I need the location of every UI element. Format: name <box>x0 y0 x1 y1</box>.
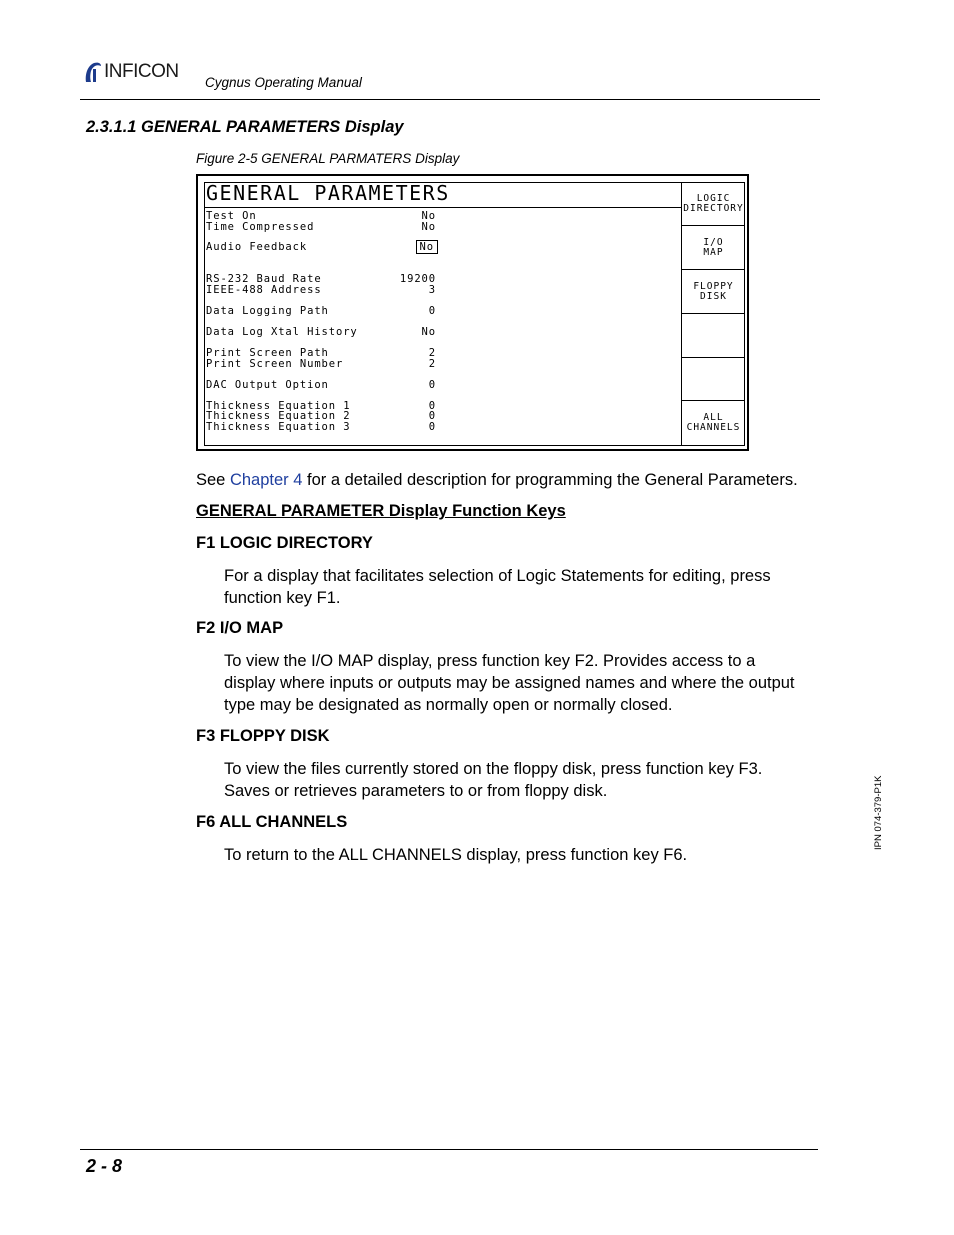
f2-heading: F2 I/O MAP <box>196 619 284 637</box>
parameter-value: No <box>421 210 436 222</box>
parameter-label: Thickness Equation 3 <box>206 421 351 433</box>
parameter-value: 0 <box>428 379 436 391</box>
parameter-label: Thickness Equation 2 <box>206 410 351 422</box>
parameter-label: DAC Output Option <box>206 379 329 391</box>
parameter-label: Time Compressed <box>206 221 315 233</box>
text-line: type may be designated as normally open or normally closed. <box>224 696 673 714</box>
footer-rule <box>80 1149 818 1150</box>
f3-heading: F3 FLOPPY DISK <box>196 727 330 745</box>
text-line: To return to the ALL CHANNELS display, press function key F6. <box>224 846 688 864</box>
page-number: 2 - 8 <box>86 1156 123 1176</box>
audio-feedback-field[interactable]: No <box>416 240 438 254</box>
parameter-label: IEEE-488 Address <box>206 284 322 296</box>
parameter-label: Print Screen Number <box>206 358 344 370</box>
fkey-label: CHANNELS <box>686 422 741 433</box>
intro-text: See <box>196 471 230 489</box>
screen-title-divider <box>204 207 681 208</box>
chapter-4-link[interactable]: Chapter 4 <box>229 471 303 489</box>
function-keys-heading: GENERAL PARAMETER Display Function Keys <box>196 502 566 520</box>
text-line: To view the I/O MAP display, press function key F2. Provides access to a <box>224 652 756 670</box>
function-key-column <box>681 182 745 446</box>
inficon-logo <box>82 60 179 84</box>
parameter-value: 0 <box>428 400 436 412</box>
fkey-label: FLOPPY <box>693 280 734 292</box>
fkey-label: DIRECTORY <box>683 202 744 214</box>
intro-text: for a detailed description for programming the General Parameters. <box>302 471 798 489</box>
fkey-io-map[interactable] <box>682 226 745 270</box>
screen-title: GENERAL PARAMETERS <box>206 181 450 205</box>
text-line: To view the files currently stored on the floppy disk, press function key F3. <box>224 760 763 778</box>
parameter-label: Print Screen Path <box>206 347 329 359</box>
fkey-logic-directory[interactable] <box>682 182 745 226</box>
figure-caption: Figure 2-5 GENERAL PARMATERS Display <box>196 151 460 166</box>
parameter-value: No <box>421 326 436 338</box>
parameter-value: 2 <box>428 358 436 370</box>
fkey-label: LOGIC <box>696 192 731 204</box>
parameter-value: 0 <box>428 410 436 422</box>
parameter-label: Data Log Xtal History <box>206 326 358 338</box>
fkey-label: I/O <box>703 236 724 248</box>
parameter-value: 19200 <box>399 273 436 285</box>
parameter-value: 0 <box>428 421 436 433</box>
logo-text: INFICON <box>104 61 179 82</box>
f2-description <box>224 650 795 716</box>
intro-paragraph <box>196 469 798 491</box>
parameter-value: 3 <box>428 284 436 296</box>
fkey-label: DISK <box>700 290 727 302</box>
f1-heading: F1 LOGIC DIRECTORY <box>196 534 373 552</box>
f6-heading: F6 ALL CHANNELS <box>196 813 348 831</box>
text-line: display where inputs or outputs may be assigned names and where the output <box>224 674 795 692</box>
ipn-side-label <box>858 775 884 850</box>
parameter-label: Thickness Equation 1 <box>206 400 351 412</box>
text-line: For a display that facilitates selection of Logic Statements for editing, press <box>224 567 771 585</box>
fkey-label: ALL <box>703 412 724 423</box>
parameter-label: Test On <box>206 210 257 222</box>
f6-description <box>224 844 687 866</box>
f3-description <box>224 758 762 802</box>
parameter-label: Data Logging Path <box>206 305 329 317</box>
parameter-label: RS-232 Baud Rate <box>206 273 322 285</box>
parameter-value: 2 <box>428 347 436 359</box>
ipn-text: IPN 074-379-P1K <box>873 775 884 850</box>
manual-title: Cygnus Operating Manual <box>205 75 362 90</box>
inficon-logo-mark-icon <box>82 61 102 83</box>
text-line: Saves or retrieves parameters to or from floppy disk. <box>224 782 608 800</box>
f1-description <box>224 565 771 609</box>
fkey-blank-5[interactable] <box>682 358 745 401</box>
parameter-value: No <box>421 221 436 233</box>
fkey-blank-4[interactable] <box>682 314 745 358</box>
fkey-all-channels[interactable] <box>682 401 745 445</box>
parameter-value: 0 <box>428 305 436 317</box>
fkey-floppy-disk[interactable] <box>682 270 745 314</box>
section-heading: 2.3.1.1 GENERAL PARAMETERS Display <box>86 118 404 136</box>
fkey-label: MAP <box>703 246 724 258</box>
parameter-value[interactable] <box>378 242 438 253</box>
text-line: function key F1. <box>224 589 341 607</box>
header-rule <box>80 99 820 100</box>
parameter-label: Audio Feedback <box>206 241 308 253</box>
